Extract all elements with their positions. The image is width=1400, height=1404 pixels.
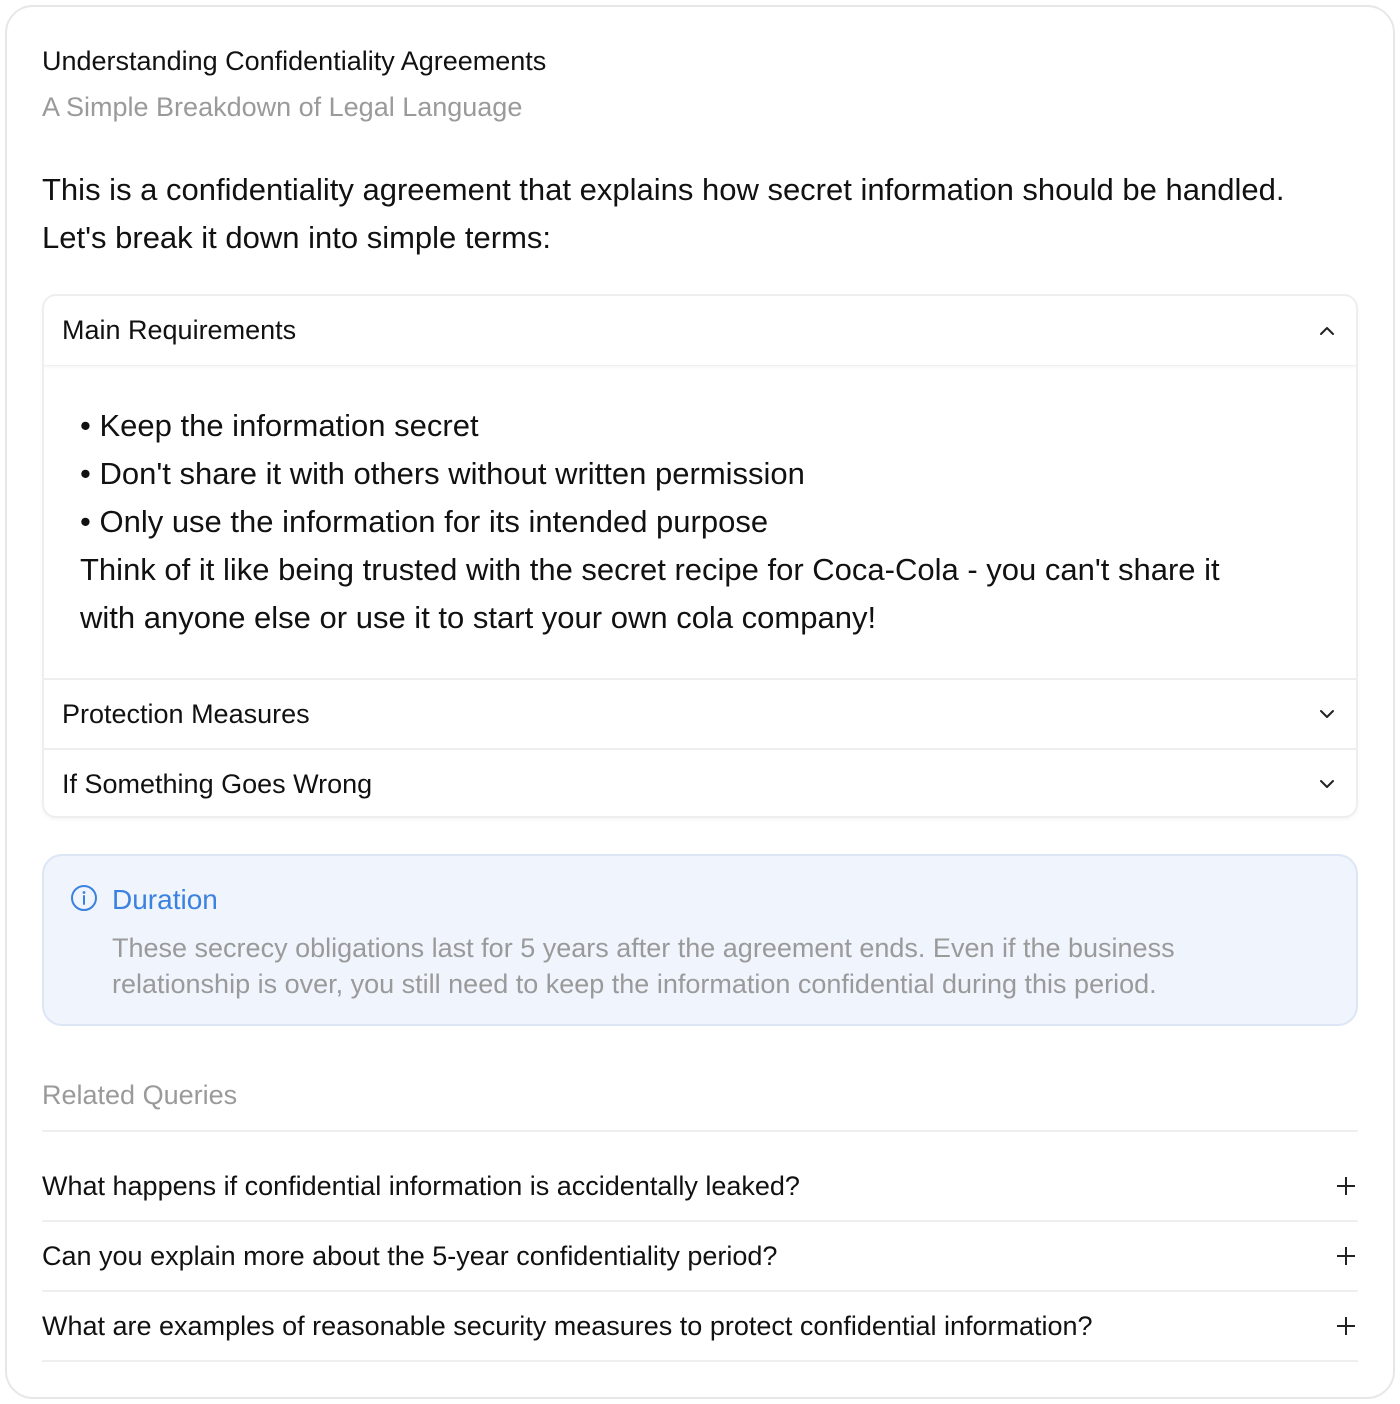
callout-text [112, 930, 1312, 1002]
explanation-accordion [42, 294, 1358, 818]
related-query-item[interactable] [42, 1222, 1358, 1292]
duration-callout [42, 854, 1358, 1026]
intro-line-1: This is a confidentiality agreement that explains how secret information should be handled. [42, 172, 1285, 207]
related-query-text: What are examples of reasonable security measures to protect confidential information? [42, 1310, 1093, 1341]
plus-icon [1334, 1244, 1358, 1268]
analogy-line-1: Think of it like being trusted with the secret recipe for Coca-Cola - you can't share it [80, 552, 1220, 587]
related-query-item[interactable] [42, 1292, 1358, 1362]
requirement-item: • Don't share it with others without written permission [80, 456, 805, 491]
intro-line-2: Let's break it down into simple terms: [42, 220, 552, 255]
requirement-item: • Only use the information for its intended purpose [80, 504, 769, 539]
related-query-item[interactable] [42, 1152, 1358, 1222]
accordion-header-label: Protection Measures [62, 698, 310, 729]
plus-icon [1334, 1174, 1358, 1198]
related-queries-heading: Related Queries [42, 1080, 238, 1110]
accordion-header-if-something-goes-wrong[interactable] [44, 748, 1356, 818]
accordion-header-protection-measures[interactable] [44, 678, 1356, 748]
chevron-down-icon [1316, 773, 1338, 795]
page-title: Understanding Confidentiality Agreements [42, 46, 547, 76]
page-subtitle: A Simple Breakdown of Legal Language [42, 92, 523, 122]
callout-title: Duration [112, 884, 218, 915]
plus-icon [1334, 1314, 1358, 1338]
intro-text [42, 166, 1362, 262]
accordion-content-main-requirements [80, 402, 1320, 642]
divider [42, 1130, 1358, 1132]
related-query-text: What happens if confidential information is accidentally leaked? [42, 1170, 800, 1201]
chevron-up-icon [1316, 320, 1338, 342]
accordion-header-main-requirements[interactable] [44, 296, 1356, 366]
accordion-header-label: If Something Goes Wrong [62, 768, 373, 799]
chevron-down-icon [1316, 703, 1338, 725]
requirement-item: • Keep the information secret [80, 408, 479, 443]
callout-line-1: These secrecy obligations last for 5 years after the agreement ends. Even if the business [112, 933, 1175, 963]
callout-line-2: relationship is over, you still need to keep the information confidential during this period. [112, 969, 1157, 999]
info-icon [70, 884, 98, 912]
accordion-header-label: Main Requirements [62, 315, 297, 345]
related-query-text: Can you explain more about the 5-year confidentiality period? [42, 1240, 778, 1271]
analogy-line-2: with anyone else or use it to start your own cola company! [80, 600, 877, 635]
